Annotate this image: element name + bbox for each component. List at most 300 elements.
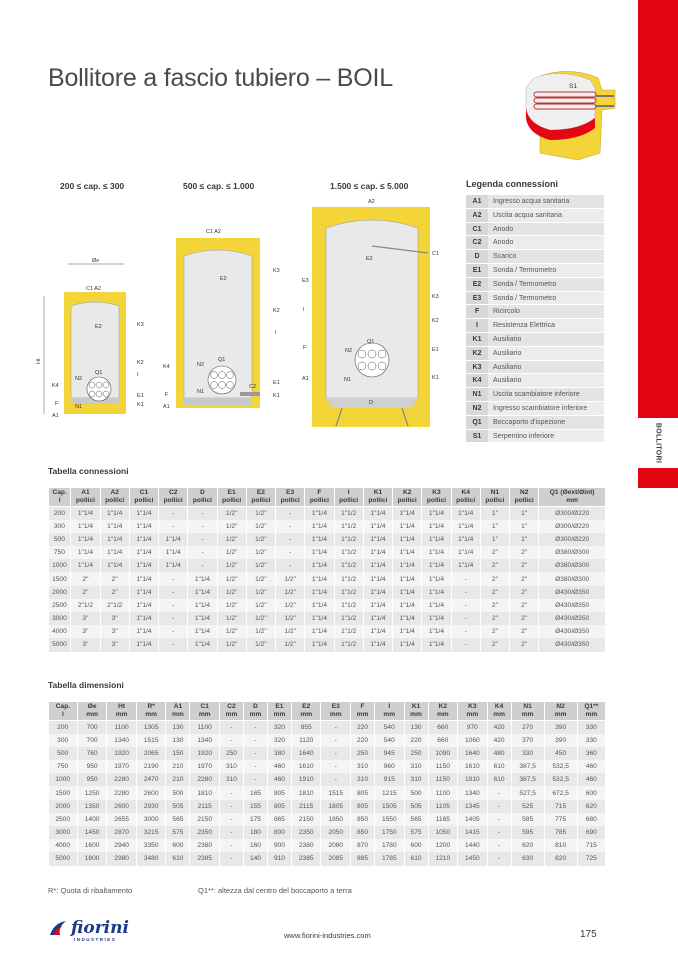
column-header-label: I (347, 489, 350, 496)
svg-text:A1: A1 (52, 413, 59, 419)
table-cell: 1/2" (217, 599, 246, 612)
column-header-label: Cap. (55, 703, 71, 710)
column-header-unit: pollici (222, 497, 242, 504)
table-cell: 1"1/4 (363, 612, 392, 625)
table-cell: 2" (510, 546, 539, 559)
table-cell: 175 (243, 813, 267, 826)
table-cell: 2470 (136, 773, 166, 786)
column-header (511, 702, 544, 721)
table-cell: 525 (511, 800, 544, 813)
column-header (100, 488, 129, 507)
column-header (363, 488, 392, 507)
table-cell: 1/2" (217, 546, 246, 559)
table-cell: 1"1/4 (129, 507, 158, 520)
table-cell: 420 (487, 721, 511, 734)
column-header (219, 702, 243, 721)
table-cell: 1"1/4 (305, 546, 334, 559)
table-cell: 1"1/4 (305, 533, 334, 546)
column-header (107, 702, 137, 721)
table-cell: 505 (166, 800, 190, 813)
table-cell: 1910 (291, 773, 321, 786)
column-header (422, 488, 451, 507)
svg-text:I: I (275, 330, 277, 336)
legend-description: Boccaporto d'ispezione (488, 416, 604, 429)
column-header-unit: mm (554, 711, 567, 718)
cap-label-mid: 500 ≤ cap. ≤ 1.000 (183, 181, 255, 191)
table-cell: 1"1/2 (334, 507, 363, 520)
table-cell: 2" (510, 586, 539, 599)
table-cell: 2" (71, 572, 100, 585)
legend-row (466, 388, 604, 402)
table-cell: 390 (544, 734, 577, 747)
table-cell: 2980 (107, 852, 137, 865)
table-cell: 1500 (49, 786, 78, 799)
legend-description: Serpentino inferiore (488, 430, 604, 443)
column-header (451, 488, 480, 507)
column-header-label: Ht (118, 703, 126, 710)
table-cell: 885 (351, 852, 375, 865)
table-cell: 310 (351, 760, 375, 773)
svg-text:K3: K3 (137, 322, 144, 328)
table-cell: - (451, 599, 480, 612)
table-cell: 165 (243, 786, 267, 799)
column-header-label: R* (147, 703, 155, 710)
legend-title: Legenda connessioni (466, 179, 559, 189)
table-cell: 672,5 (544, 786, 577, 799)
table-cell: 585 (511, 813, 544, 826)
table-cell: - (159, 612, 188, 625)
table-cell: 1/2" (217, 586, 246, 599)
table-cell: 600 (577, 786, 605, 799)
table-cell: 2280 (107, 786, 137, 799)
column-header (71, 488, 100, 507)
table-row (49, 839, 606, 852)
table-row (49, 813, 606, 826)
table-cell: 1/2" (276, 572, 305, 585)
table-cell: 540 (375, 734, 405, 747)
legend-code: C2 (466, 236, 488, 249)
column-header (190, 702, 220, 721)
column-header-label: A1 (81, 489, 90, 496)
table-cell: 1"1/4 (188, 625, 217, 638)
table-cell: 1"1/4 (129, 572, 158, 585)
legend-description: Ricircolo (488, 305, 604, 318)
table-cell: 1"1/2 (334, 572, 363, 585)
legend-code: D (466, 250, 488, 263)
table-cell: 3000 (49, 826, 78, 839)
table-cell: 1450 (77, 826, 107, 839)
table-cell: - (487, 813, 511, 826)
table-cell: 200 (49, 721, 78, 734)
drawing-mid (163, 229, 280, 410)
legend-description: Anodo (488, 223, 604, 236)
table-cell: 1/2" (217, 612, 246, 625)
table-cell: 690 (577, 826, 605, 839)
product-label: S1 (569, 83, 577, 90)
table-cell: - (159, 638, 188, 651)
table-cell: 1"1/4 (305, 559, 334, 572)
table-cell: 250 (219, 747, 243, 760)
table-cell: 2" (510, 559, 539, 572)
table-cell: 1"1/4 (393, 586, 422, 599)
column-header-label: E1 (275, 703, 284, 710)
table-cell: 380 (267, 747, 291, 760)
legend-code: Q1 (466, 416, 488, 429)
column-header-label: D (253, 703, 258, 710)
table-cell: 1415 (458, 826, 488, 839)
table-cell: - (159, 586, 188, 599)
table-cell: 750 (49, 546, 71, 559)
table-row (49, 638, 606, 651)
table-cell: 960 (375, 760, 405, 773)
table-cell: 1"1/4 (71, 520, 100, 533)
table-cell: 1"1/4 (129, 638, 158, 651)
table-cell: 610 (404, 852, 428, 865)
column-header (243, 702, 267, 721)
table-cell: 1400 (77, 813, 107, 826)
table-cell: - (276, 559, 305, 572)
table-cell: 460 (577, 773, 605, 786)
table-cell: - (159, 572, 188, 585)
table-cell: 2350 (291, 826, 321, 839)
table-cell: 1"1/4 (305, 638, 334, 651)
table-cell: 150 (166, 747, 190, 760)
table-cell: 2280 (190, 773, 220, 786)
table-row (49, 507, 606, 520)
legend-code: I (466, 319, 488, 332)
table-cell: - (243, 773, 267, 786)
table-cell: 220 (404, 734, 428, 747)
table-cell: 775 (544, 813, 577, 826)
legend-description: Uscita scambiatore inferiore (488, 388, 604, 401)
table-cell: 1785 (375, 852, 405, 865)
table-cell: 1/2" (246, 546, 275, 559)
table-cell: 1920 (190, 747, 220, 760)
brand-logo (48, 918, 129, 942)
table-cell: - (487, 839, 511, 852)
table-cell: 310 (404, 773, 428, 786)
column-header (487, 702, 511, 721)
table-cell: 1"1/4 (100, 520, 129, 533)
table-cell: 2" (480, 546, 509, 559)
table-cell: 1"1/4 (451, 559, 480, 572)
red-side-band (638, 0, 678, 488)
table-cell: 1640 (458, 747, 488, 760)
legend-description: Sonda / Termometro (488, 292, 604, 305)
table-cell: 1640 (291, 747, 321, 760)
table-cell: 610 (487, 760, 511, 773)
table-cell: 220 (351, 734, 375, 747)
table-cell: 1"1/4 (393, 546, 422, 559)
table-cell: 1"1/4 (393, 507, 422, 520)
table-cell: 1"1/4 (305, 572, 334, 585)
table-cell: 2380 (291, 839, 321, 852)
column-header-unit: mm (225, 711, 238, 718)
table-cell: 1505 (375, 800, 405, 813)
table-cell: 3000 (136, 813, 166, 826)
table-cell: 2940 (107, 839, 137, 852)
table-cell: 1920 (107, 747, 137, 760)
table-cell: 1"1/4 (422, 599, 451, 612)
svg-text:F: F (55, 401, 59, 407)
table-cell: 330 (577, 734, 605, 747)
table-cell: 800 (267, 826, 291, 839)
column-header-unit: pollici (75, 497, 95, 504)
table-cell: 1"1/4 (159, 533, 188, 546)
column-header-label: N1 (523, 703, 532, 710)
legend-list (466, 195, 604, 443)
column-header (375, 702, 405, 721)
legend-description: Sonda / Termometro (488, 264, 604, 277)
legend-description: Ingresso acqua sanitaria (488, 195, 604, 208)
table-row (49, 533, 606, 546)
svg-text:K2: K2 (432, 318, 439, 324)
table-row (49, 773, 606, 786)
column-header-label: C1 (200, 703, 209, 710)
table-cell: 1"1/2 (334, 612, 363, 625)
column-header-label: Q1** (584, 703, 599, 710)
table-cell: 595 (511, 826, 544, 839)
svg-text:Q1: Q1 (218, 357, 226, 363)
table-cell: 1"1/4 (451, 520, 480, 533)
table-cell: 2" (480, 612, 509, 625)
table-cell: 480 (487, 747, 511, 760)
table-cell: 360 (577, 747, 605, 760)
svg-text:N2: N2 (197, 362, 205, 368)
column-header-unit: mm (585, 711, 598, 718)
column-header-unit: pollici (163, 497, 183, 504)
section-tab-label: BOLLITORI (654, 422, 662, 464)
table-cell: - (188, 533, 217, 546)
table-cell: 1"1/4 (305, 612, 334, 625)
table-cell: 2" (480, 586, 509, 599)
table-cell: 1"1/4 (393, 599, 422, 612)
legend-description: Uscita acqua sanitaria (488, 209, 604, 222)
table-cell: 3000 (49, 612, 71, 625)
table-cell: 2" (100, 572, 129, 585)
table-cell: 1"1/4 (71, 559, 100, 572)
table-cell: 1"1/4 (100, 533, 129, 546)
table-cell: 1550 (375, 813, 405, 826)
table-cell: - (243, 721, 267, 734)
table-cell: 1"1/4 (363, 599, 392, 612)
legend-row (466, 292, 604, 306)
table-cell: 160 (243, 839, 267, 852)
table-cell: 250 (351, 747, 375, 760)
column-header-unit: mm (466, 711, 479, 718)
svg-text:K4: K4 (52, 383, 59, 389)
table-cell: 2600 (107, 800, 137, 813)
table-cell: 1"1/4 (422, 533, 451, 546)
table-cell: 370 (511, 734, 544, 747)
table-cell: 527,5 (511, 786, 544, 799)
column-header-label: N2 (519, 489, 529, 496)
table-cell: - (487, 852, 511, 865)
table-cell: 2" (510, 638, 539, 651)
table-cell: 1"1/4 (100, 507, 129, 520)
table-cell: 565 (404, 813, 428, 826)
table-row (49, 520, 606, 533)
column-header (577, 702, 605, 721)
column-header-label: C2 (227, 703, 236, 710)
table-cell: 2" (510, 612, 539, 625)
table-cell: 1" (510, 520, 539, 533)
column-header-label: E2 (256, 489, 265, 496)
table-cell: 1050 (428, 826, 458, 839)
table-cell: 1"1/4 (129, 612, 158, 625)
legend-description: Resistenza Elettrica (488, 319, 604, 332)
table-cell: 1210 (428, 852, 458, 865)
table-cell: 945 (375, 747, 405, 760)
table-cell: 460 (267, 773, 291, 786)
column-header-unit: pollici (280, 497, 300, 504)
legend-code: K1 (466, 333, 488, 346)
svg-text:N1: N1 (344, 377, 352, 383)
table-cell: 532,5 (544, 773, 577, 786)
table-cell: 1"1/4 (305, 507, 334, 520)
column-header-unit: pollici (251, 497, 271, 504)
table-cell: 2385 (291, 852, 321, 865)
table-cell: - (219, 786, 243, 799)
table-cell: 2" (480, 638, 509, 651)
table-cell: 1810 (291, 786, 321, 799)
table-row (49, 786, 606, 799)
legend-row (466, 333, 604, 347)
cap-label-small: 200 ≤ cap. ≤ 300 (60, 181, 125, 191)
table-cell: 1"1/4 (363, 625, 392, 638)
table-cell: 2" (510, 625, 539, 638)
table-cell: 1"1/4 (363, 533, 392, 546)
table-cell: 1"1/4 (422, 625, 451, 638)
table-cell: 1"1/4 (100, 559, 129, 572)
column-header-label: K4 (461, 489, 470, 496)
table-cell: 1"1/4 (393, 572, 422, 585)
table-cell: 1340 (458, 786, 488, 799)
table-cell: 2065 (136, 747, 166, 760)
table-cell: 500 (49, 533, 71, 546)
table-cell: 1750 (375, 826, 405, 839)
table-cell: - (243, 747, 267, 760)
table-cell: 1150 (428, 760, 458, 773)
table-cell: - (321, 734, 351, 747)
table-cell: 610 (166, 852, 190, 865)
svg-text:E2: E2 (366, 256, 373, 262)
drawing-small (36, 258, 144, 419)
column-header-label: E3 (286, 489, 295, 496)
svg-text:N2: N2 (345, 348, 353, 354)
table-cell: 1"1/4 (100, 546, 129, 559)
legend-code: C1 (466, 223, 488, 236)
column-header-unit: mm (356, 711, 369, 718)
table-cell: 1340 (190, 734, 220, 747)
column-header-label: K1 (411, 703, 421, 710)
table-cell: - (219, 800, 243, 813)
table-cell: 3" (71, 638, 100, 651)
table-cell: 1"1/4 (129, 533, 158, 546)
table-cell: 1805 (321, 800, 351, 813)
legend-row (466, 223, 604, 237)
table-cell: 210 (166, 760, 190, 773)
table-cell: 1"1/4 (129, 546, 158, 559)
table-cell: 2500 (49, 599, 71, 612)
table-cell: - (188, 546, 217, 559)
table-cell: 2" (71, 586, 100, 599)
table-cell: Ø380/Ø300 (539, 559, 606, 572)
table-cell: - (451, 625, 480, 638)
column-header-unit: mm (172, 711, 184, 718)
cap-label-large: 1.500 ≤ cap. ≤ 5.000 (330, 181, 409, 191)
column-header-label: K3 (468, 703, 477, 710)
table-cell: 2385 (190, 852, 220, 865)
table-cell: 850 (351, 826, 375, 839)
table-cell: - (321, 747, 351, 760)
footer-url[interactable]: www.fiorini-industries.com (284, 931, 371, 940)
table-cell: 1"1/2 (334, 520, 363, 533)
svg-text:A1: A1 (302, 376, 309, 382)
table-cell: 1"1/4 (422, 612, 451, 625)
table-cell: 1"1/4 (363, 572, 392, 585)
table-cell: 715 (544, 800, 577, 813)
table-row (49, 800, 606, 813)
legend-description: Ausiliario (488, 347, 604, 360)
table-cell: 1"1/4 (129, 586, 158, 599)
table-cell: - (487, 786, 511, 799)
table-cell: - (159, 507, 188, 520)
table-cell: 660 (428, 721, 458, 734)
table-cell: Ø430/Ø350 (539, 638, 606, 651)
legend-row (466, 374, 604, 388)
table-cell: 1"1/4 (363, 546, 392, 559)
legend-code: K4 (466, 374, 488, 387)
table-cell: 1"1/4 (422, 559, 451, 572)
table-cell: 3350 (136, 839, 166, 852)
table-cell: - (159, 520, 188, 533)
column-header-unit: mm (493, 711, 505, 718)
table-row (49, 586, 606, 599)
table-cell: 1/2" (217, 572, 246, 585)
legend-row (466, 195, 604, 209)
table-cell: 1345 (458, 800, 488, 813)
table-cell: 1/2" (246, 586, 275, 599)
legend-row (466, 416, 604, 430)
table-cell: 1200 (428, 839, 458, 852)
svg-text:A1: A1 (163, 404, 170, 410)
column-header (544, 702, 577, 721)
table-cell: 2115 (190, 800, 220, 813)
legend-code: E3 (466, 292, 488, 305)
table-cell: 620 (511, 839, 544, 852)
svg-text:C1: C1 (432, 251, 440, 257)
legend-row (466, 264, 604, 278)
table-cell: 910 (267, 852, 291, 865)
column-header-unit: pollici (339, 497, 359, 504)
table-cell: - (243, 760, 267, 773)
table-cell: 1500 (49, 572, 71, 585)
table-cell: 1780 (375, 839, 405, 852)
table-cell: 1440 (458, 839, 488, 852)
column-header (480, 488, 509, 507)
svg-text:E1: E1 (273, 380, 280, 386)
table-cell: 1405 (458, 813, 488, 826)
table-cell: 1"1/4 (305, 520, 334, 533)
table-cell: 1/2" (217, 625, 246, 638)
svg-text:K3: K3 (273, 268, 280, 274)
legend (466, 179, 604, 443)
table-cell: 1"1/4 (363, 638, 392, 651)
svg-text:E3: E3 (302, 278, 309, 284)
table-cell: 4000 (49, 839, 78, 852)
column-header-label: F (317, 489, 322, 496)
